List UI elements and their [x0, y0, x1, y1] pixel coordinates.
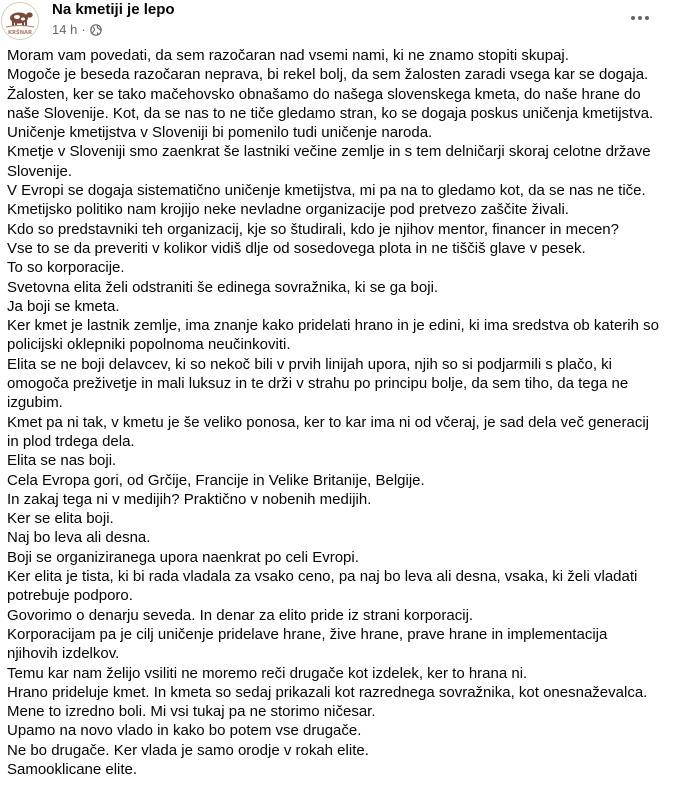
post-paragraph: Ker elita je tista, ki bi rada vladala za vsako ceno, pa naj bo leva ali desna, vsaka, ki želi vladati potrebuje podporo.	[7, 568, 638, 605]
post-paragraph: Kmetje v Sloveniji smo zaenkrat še lastniki večine zemlje in s tem delničarji skoraj celotne države Slovenije.	[7, 143, 651, 180]
post-paragraph: Govorimo o denarju seveda. In denar za elito pride iz strani korporacij.	[7, 606, 474, 624]
post-paragraph: Cela Evropa gori, od Grčije, Francije in Velike Britanije, Belgije.	[7, 471, 425, 489]
post-paragraph: Uničenje kmetijstva v Sloveniji bi pomenilo tudi uničenje naroda.	[7, 124, 433, 142]
post-paragraph: Mogoče je beseda razočaran neprava, bi rekel bolj, da sem žalosten zaradi vsega kar se dogaja.	[7, 66, 649, 84]
post-paragraph: Ker kmet je lastnik zemlje, ima znanje kako pridelati hrano in je edini, ki ima sredstva ob katerih so policijski oklepniki popolnoma neučinkoviti.	[7, 317, 659, 354]
post-meta	[52, 22, 102, 37]
post-paragraph: Svetovna elita želi odstraniti še edinega sovražnika, ki se ga boji.	[7, 278, 439, 296]
more-dots-icon	[631, 16, 635, 20]
more-options-button[interactable]	[622, 4, 658, 32]
post-paragraph: Moram vam povedati, da sem razočaran nad vsemi nami, ki ne znamo stopiti skupaj.	[7, 47, 569, 64]
post-paragraph: Hrano prideluje kmet. In kmeta so sedaj prikazali kot razrednega sovražnika, kot onesnaževalca.	[7, 683, 648, 701]
post-body	[7, 46, 659, 779]
post-paragraph: Ne bo drugače. Ker vlada je samo orodje v rokah elite.	[7, 741, 369, 759]
post-timestamp[interactable]: 14 h	[52, 22, 78, 37]
post-paragraph: Korporacijam pa je cilj uničenje pridelave hrane, žive hrane, prave hrane in implementacija njihovih izdelkov.	[7, 625, 608, 663]
post-paragraph: Upamo na novo vlado in kako bo potem vse drugače.	[7, 722, 362, 740]
post-paragraph: Žalosten, ker se tako mačehovsko obnašamo do našega slovenskega kmeta, do naše hrane do naše Slovenije. Kot, da se nas to ne tiče gledamo stran, ko se dogaja poskus uničenja kmetijstva.	[7, 85, 654, 122]
post-paragraph: Kdo so predstavniki teh organizacij, kje so študirali, kdo je njihov mentor, financer in mecen?	[7, 220, 619, 238]
cow-logo-icon	[2, 3, 38, 39]
avatar-logo-text: KRŠNAR	[7, 30, 33, 36]
post-paragraph: Mene to izredno boli. Mi vsi tukaj pa ne storimo ničesar.	[7, 703, 376, 721]
meta-separator: ·	[81, 22, 86, 37]
more-dot	[638, 16, 642, 20]
post-paragraph: In zakaj tega ni v medijih? Praktično v nobenih medijih.	[7, 490, 372, 508]
post-paragraph: Boji se organiziranega upora naenkrat po celi Evropi.	[7, 548, 359, 566]
post-paragraph: Samooklicane elite.	[7, 760, 138, 778]
globe-icon[interactable]	[90, 24, 102, 36]
post-paragraph: Kmetijsko politiko nam krojijo neke nevladne organizacije pod pretvezo zaščite živali.	[7, 201, 569, 219]
post-paragraph: To so korporacije.	[7, 259, 125, 277]
post-paragraph: Vse to se da preveriti v kolikor vidiš dlje od sosedovega plota in ne tiščiš glave v pesek.	[7, 239, 586, 257]
page-name-link[interactable]: Na kmetiji je lepo	[52, 1, 175, 18]
post-paragraph: Elita se ne boji delavcev, ki so nekoč bili v prvih linijah upora, njih so si podjarmili s plačo, ki omogoča preživetje in mali luksuz in te drži v strahu po principu bolje, da sem tiho, da tega ne izgubim.	[7, 355, 629, 412]
post-paragraph: Elita se nas boji.	[7, 452, 117, 470]
more-dot	[645, 16, 649, 20]
post-paragraph: V Evropi se dogaja sistematično uničenje kmetijstva, mi pa na to gledamo kot, da se nas ne tiče.	[7, 182, 646, 200]
post-paragraph: Temu kar nam želijo vsiliti ne moremo reči drugače kot izdelek, ker to hrana ni.	[7, 664, 528, 682]
post-paragraph: Ja boji se kmeta.	[7, 297, 120, 315]
post-header	[0, 0, 674, 44]
post-paragraph: Ker se elita boji.	[7, 510, 114, 528]
post-paragraph: Naj bo leva ali desna.	[7, 529, 151, 547]
post-paragraph: Kmet pa ni tak, v kmetu je še veliko ponosa, ker to kar ima ni od včeraj, je sad dela več generacij in plod trdega dela.	[7, 413, 649, 450]
page-avatar[interactable]	[1, 2, 39, 40]
